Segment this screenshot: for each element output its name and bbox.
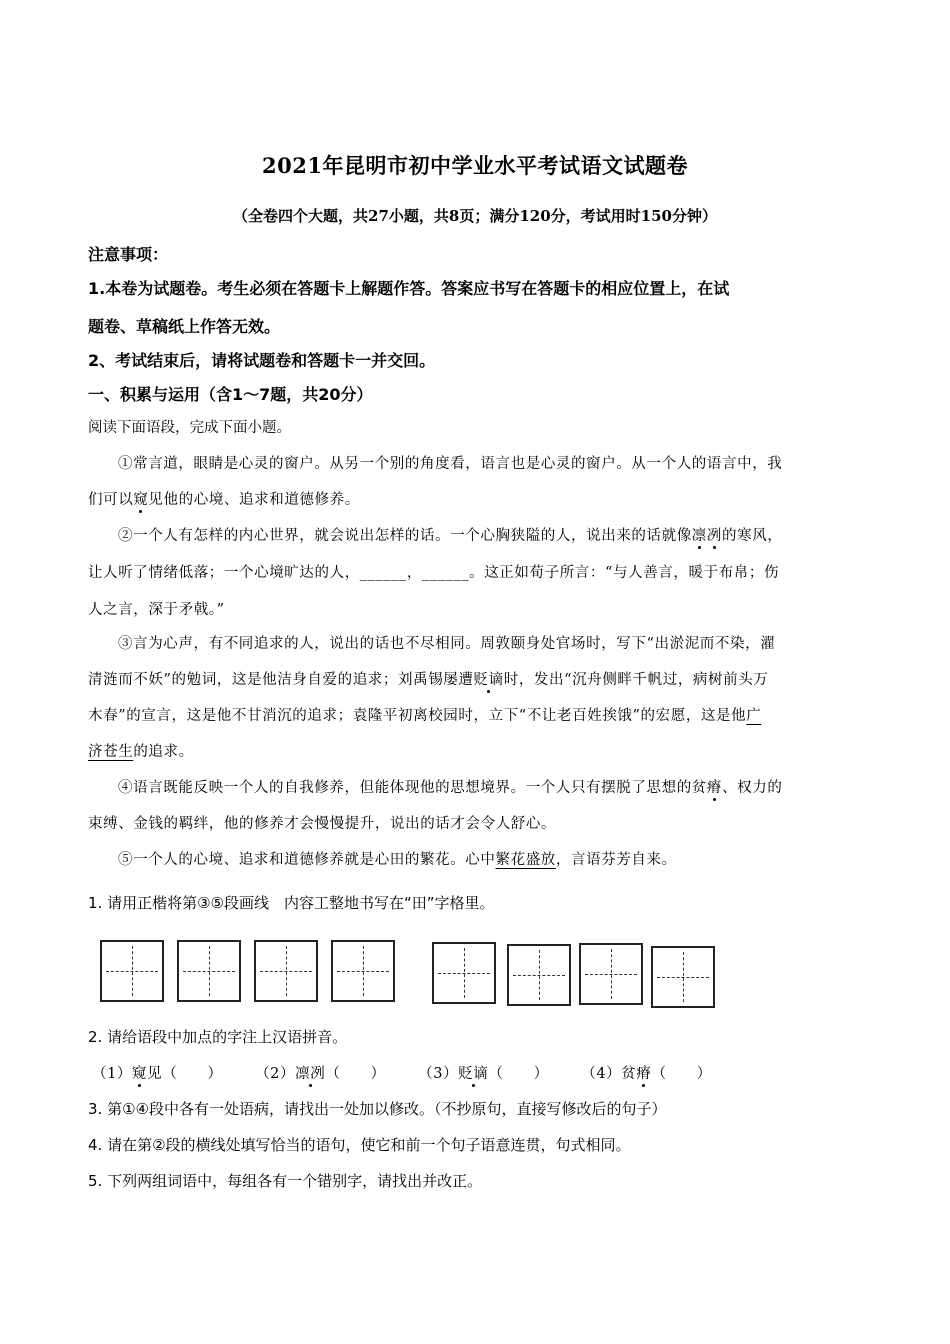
passage-p3-line-3 — [88, 704, 761, 725]
passage-p3-line-2 — [88, 668, 768, 689]
answer-blank[interactable]: （ ） — [651, 1066, 712, 1082]
question-3: 3. 第①④段中各有一处语病，请找出一处加以修改。（不抄原句，直接写修改后的句子） — [88, 1100, 667, 1118]
tianzige-cell[interactable] — [177, 940, 241, 1002]
tianzige-cell[interactable] — [331, 940, 395, 1002]
notice-heading: 注意事项： — [88, 245, 169, 264]
page-title: 2021年昆明市初中学业水平考试语文试题卷 — [262, 153, 688, 178]
passage-p4-line-1 — [118, 776, 782, 797]
passage-p2-line-1 — [118, 524, 782, 545]
underlined-text: 广 — [746, 708, 762, 724]
answer-blank[interactable]: （ ） — [325, 1066, 386, 1082]
dotted-char: 凛冽 — [295, 1066, 326, 1082]
question-2-options — [92, 1062, 712, 1083]
passage-p3-line-1: ③言为心声，有不同追求的人，说出的话也不尽相同。周敦颐身处官场时，写下“出淤泥而不染，濯 — [118, 636, 776, 652]
question-5: 5. 下列两组词语中，每组各有一个错别字，请找出并改正。 — [88, 1172, 483, 1190]
text-run: 、权力的 — [722, 780, 783, 796]
notice-item-1-line-2: 题卷、草稿纸上作答无效。 — [88, 317, 281, 336]
question-4: 4. 请在第②段的横线处填写恰当的语句，使它和前一个句子语意连贯，句式相同。 — [88, 1136, 631, 1154]
text-run: ，言语芬芳自来。 — [555, 852, 677, 868]
tianzige-cell[interactable] — [579, 943, 643, 1005]
text-run: ②一个人有怎样的内心世界，就会说出怎样的话。一个心胸狭隘的人，说出来的话就像 — [118, 528, 692, 544]
tianzige-cell[interactable] — [651, 946, 715, 1008]
passage-p2-line-3: 人之言，深于矛戟。” — [88, 602, 225, 618]
text-run: 木春”的宣言，这是他不甘消沉的追求；袁隆平初离校园时，立下“不让老百姓挨饿”的宏愿，这是他 — [88, 708, 747, 724]
dotted-char: 贬谪 — [458, 1066, 489, 1082]
text-run: 见他的心境、追求和道德修养。 — [148, 492, 360, 508]
passage-p1-line-2 — [88, 488, 360, 509]
passage-p4-line-2: 束缚、金钱的羁绊，他的修养才会慢慢提升，说出的话才会令人舒心。 — [88, 816, 557, 832]
dotted-char: 窥 — [133, 492, 149, 508]
underlined-text: 繁花盛放 — [495, 852, 556, 868]
passage-p1-line-1: ①常言道，眼睛是心灵的窗户。从另一个别的角度看，语言也是心灵的窗户。从一个人的语言中，我 — [118, 456, 783, 472]
passage-p5 — [118, 848, 677, 869]
dotted-char: 瘠 — [636, 1066, 652, 1082]
section-1-intro: 阅读下面语段，完成下面小题。 — [88, 420, 291, 436]
notice-item-1-line-1: 1.本卷为试题卷。考生必须在答题卡上解题作答。答案应书写在答题卡的相应位置上，在试 — [88, 279, 730, 298]
passage-p2-line-2: 让人听了情绪低落；一个心境旷达的人，______，______。这正如荀子所言：“与人善言，暖于布帛；伤 — [88, 565, 780, 581]
dotted-char: 瘠 — [706, 780, 723, 796]
dotted-char: 贬谪 — [473, 672, 504, 688]
text-run: 清涟而不妖”的勉词，这是他洁身自爱的追求；刘禹锡屡遭 — [88, 672, 474, 688]
text-run: 的寒风， — [722, 528, 783, 544]
tianzige-cell[interactable] — [432, 942, 496, 1004]
option-label: （3） — [418, 1066, 459, 1082]
text-run: ④语言既能反映一个人的自我修养，但能体现他的思想境界。一个人只有摆脱了思想的贫 — [118, 780, 707, 796]
answer-blank[interactable]: 见（ ） — [147, 1066, 223, 1082]
dotted-char: 冽 — [706, 528, 723, 544]
text-run: 的追求。 — [133, 744, 194, 760]
passage-p3-line-4 — [88, 740, 194, 761]
text-run: 们可以 — [88, 492, 134, 508]
text-run: ⑤一个人的心境、追求和道德修养就是心田的繁花。心中 — [118, 852, 496, 868]
answer-blank[interactable]: （ ） — [488, 1066, 549, 1082]
notice-item-2: 2、考试结束后，请将试题卷和答题卡一并交回。 — [88, 351, 436, 370]
option-label: （2） — [255, 1066, 296, 1082]
underlined-text: 济苍生 — [88, 744, 134, 760]
tianzige-cell[interactable] — [100, 940, 164, 1002]
question-2: 2. 请给语段中加点的字注上汉语拼音。 — [88, 1028, 348, 1046]
tianzige-cell[interactable] — [254, 940, 318, 1002]
exam-subtitle: （全卷四个大题，共27小题，共8页；满分120分，考试用时150分钟） — [233, 207, 717, 225]
option-label: （4）贫 — [581, 1066, 637, 1082]
option-label: （1） — [92, 1066, 133, 1082]
dotted-char: 凛 — [691, 528, 707, 544]
question-1: 1. 请用正楷将第③⑤段画线 内容工整地书写在“田”字格里。 — [88, 894, 495, 912]
tianzige-cell[interactable] — [507, 944, 571, 1006]
text-run: 时，发出“沉舟侧畔千帆过，病树前头万 — [503, 672, 769, 688]
section-1-heading: 一、积累与运用（含1～7题，共20分） — [88, 385, 373, 404]
dotted-char: 窥 — [132, 1066, 148, 1082]
